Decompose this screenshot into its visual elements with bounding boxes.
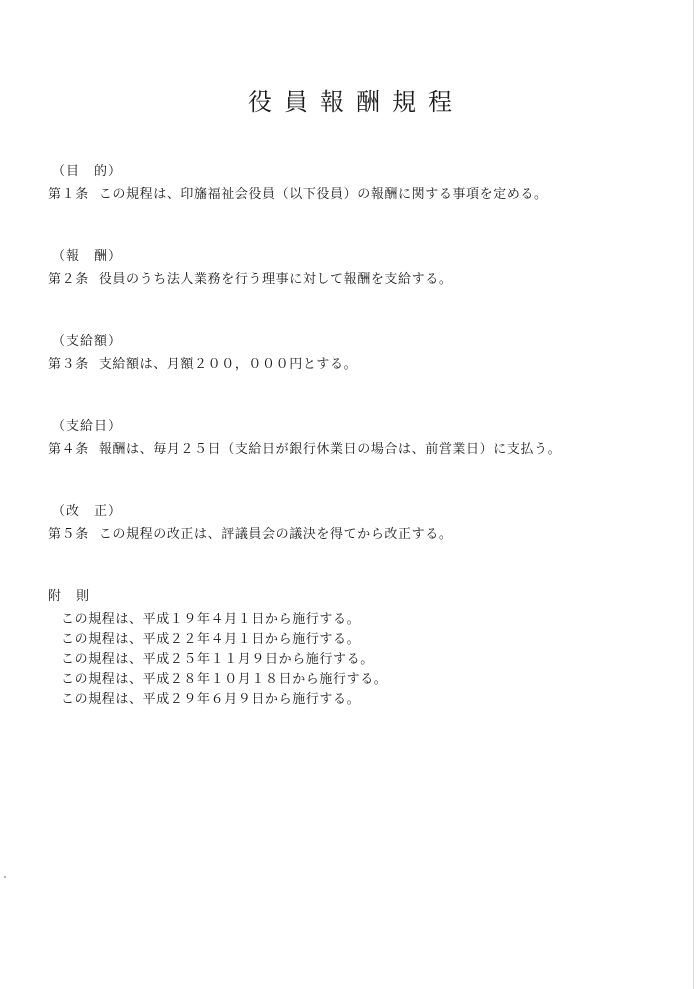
article-heading: （支給日） — [52, 419, 123, 434]
article-text-line — [48, 270, 668, 290]
article-number: 第５条 — [48, 527, 89, 542]
article-text: この規程は、印旛福祉会役員（以下役員）の報酬に関する事項を定める。 — [98, 187, 548, 202]
article-text: 役員のうち法人業務を行う理事に対して報酬を支給する。 — [98, 272, 453, 287]
article-number: 第１条 — [48, 187, 89, 202]
supplementary-item: この規程は、平成１９年４月１日から施行する。 — [61, 612, 361, 627]
article-text-line — [48, 440, 668, 460]
article-4 — [48, 417, 668, 460]
article-text: 支給額は、月額２００，０００円とする。 — [98, 357, 358, 372]
article-text-line — [48, 185, 668, 205]
page-edge — [693, 0, 694, 989]
supplementary-item: この規程は、平成２５年１１月９日から施行する。 — [61, 652, 374, 667]
article-3 — [48, 332, 668, 375]
supplementary-item: この規程は、平成２８年１０月１８日から施行する。 — [61, 672, 388, 687]
supplementary-list — [48, 610, 668, 710]
article-2 — [48, 247, 668, 290]
document-title: 役員報酬規程 — [248, 88, 464, 116]
supplementary-item: この規程は、平成２２年４月１日から施行する。 — [61, 632, 361, 647]
article-heading: （報 酬） — [52, 249, 123, 264]
article-text-line — [48, 525, 668, 545]
article-heading: （支給額） — [52, 334, 123, 349]
article-heading: （目 的） — [52, 164, 123, 179]
article-text: 報酬は、毎月２５日（支給日が銀行休業日の場合は、前営業日）に支払う。 — [98, 442, 562, 457]
supplementary-provisions — [48, 587, 668, 710]
article-heading: （改 正） — [52, 504, 123, 519]
supplementary-item: この規程は、平成２９年６月９日から施行する。 — [61, 692, 361, 707]
article-text: この規程の改正は、評議員会の議決を得てから改正する。 — [98, 527, 453, 542]
article-1 — [48, 162, 668, 205]
article-number: 第４条 — [48, 442, 89, 457]
article-number: 第２条 — [48, 272, 89, 287]
document-body — [48, 162, 668, 710]
supplementary-heading: 附 則 — [48, 589, 91, 604]
article-number: 第３条 — [48, 357, 89, 372]
article-text-line — [48, 355, 668, 375]
article-5 — [48, 502, 668, 545]
scan-speck — [4, 876, 6, 878]
